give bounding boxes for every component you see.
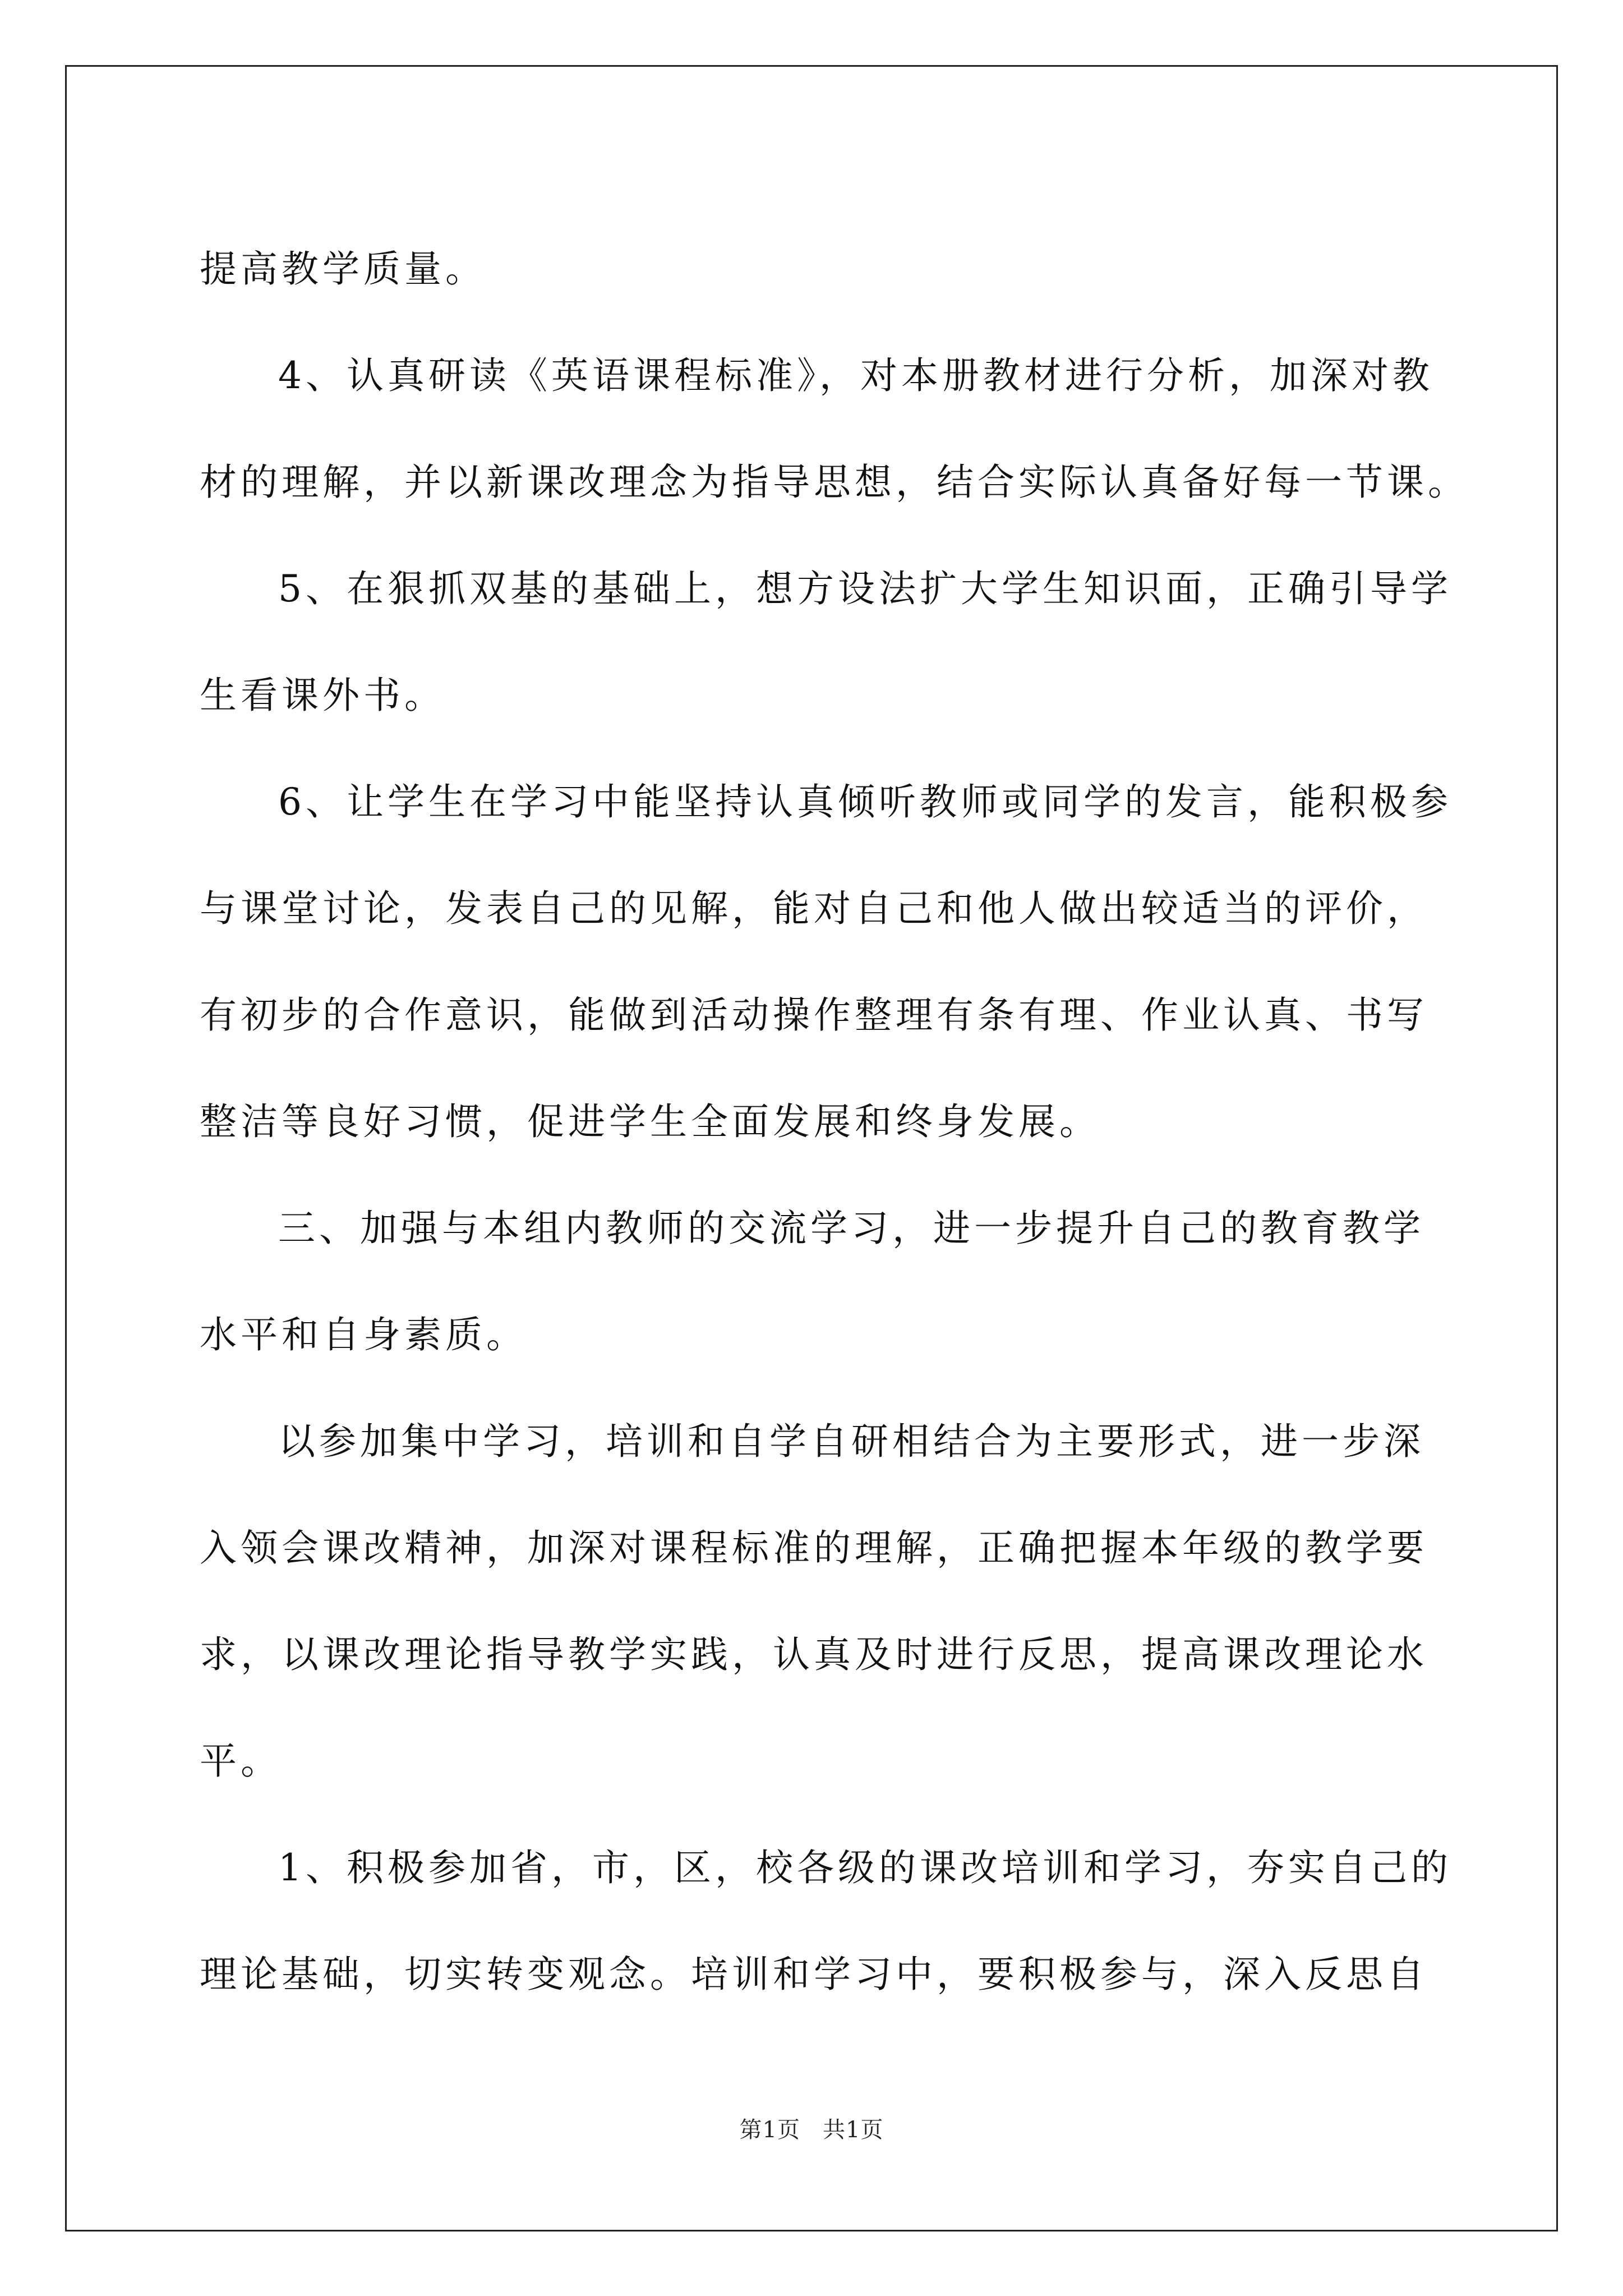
text-line: 入领会课改精神，加深对课程标准的理解，正确把握本年级的教学要 [200,1526,1428,1570]
text-line: 与课堂讨论，发表自己的见解，能对自己和他人做出较适当的评价， [200,887,1428,930]
document-body [200,216,1469,2028]
text-line: 生看课外书。 [200,674,445,717]
text-line: 三、加强与本组内教师的交流学习，进一步提升自己的教育教学 [278,1207,1424,1250]
text-line: 以参加集中学习，培训和自学自研相结合为主要形式，进一步深 [278,1420,1424,1463]
text-line: 5、在狠抓双基的基础上，想方设法扩大学生知识面，正确引导学 [278,567,1452,610]
text-line: 理论基础，切实转变观念。培训和学习中，要积极参与，深入反思自 [200,1953,1428,1996]
text-line: 水平和自身素质。 [200,1313,527,1356]
page-number: 第1页 [739,2117,800,2143]
text-line: 材的理解，并以新课改理念为指导思想，结合实际认真备好每一节课。 [200,461,1469,504]
text-line: 1、积极参加省，市，区，校各级的课改培训和学习，夯实自己的 [278,1846,1452,1889]
page-footer [0,2116,1623,2144]
text-line: 平。 [200,1740,282,1783]
text-line: 求，以课改理论指导教学实践，认真及时进行反思，提高课改理论水 [200,1633,1428,1676]
text-line: 6、让学生在学习中能坚持认真倾听教师或同学的发言，能积极参 [278,780,1452,823]
text-line: 提高教学质量。 [200,247,486,291]
text-line: 有初步的合作意识，能做到活动操作整理有条有理、作业认真、书写 [200,993,1428,1037]
text-line: 整洁等良好习惯，促进学生全面发展和终身发展。 [200,1100,1100,1143]
text-line: 4、认真研读《英语课程标准》，对本册教材进行分析，加深对教 [278,354,1433,397]
page-total: 共1页 [823,2117,884,2143]
